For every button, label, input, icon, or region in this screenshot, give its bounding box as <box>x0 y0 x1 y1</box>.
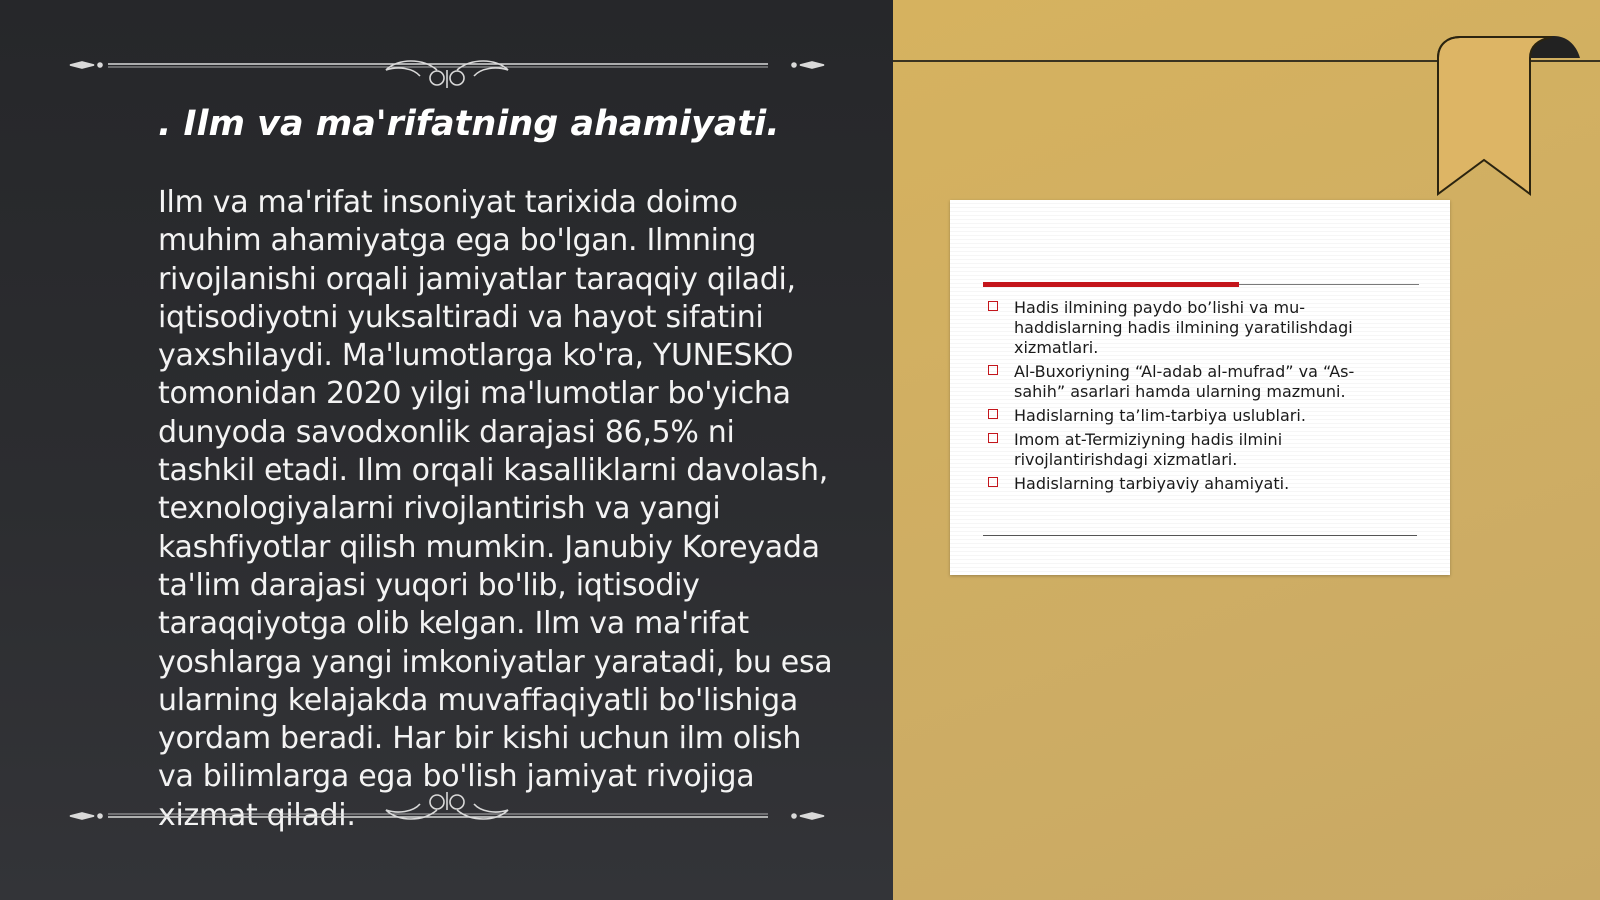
list-item-text: Hadis ilmining paydo bo’lishi va mu-haddislarning hadis ilmining yaratilishdagi xizmatlari. <box>1014 298 1353 357</box>
list-item <box>986 298 1386 358</box>
list-item-text: Hadislarning tarbiyaviy ahamiyati. <box>1014 474 1290 493</box>
list-item <box>986 474 1386 494</box>
list-item-text: Hadislarning ta’lim-tarbiya uslublari. <box>1014 406 1306 425</box>
top-ornament-divider-icon <box>68 48 826 88</box>
card-accent-bar <box>983 282 1239 287</box>
list-item <box>986 406 1386 426</box>
square-bullet-icon <box>988 409 998 419</box>
bottom-ornament-divider-icon <box>68 792 826 832</box>
square-bullet-icon <box>988 477 998 487</box>
square-bullet-icon <box>988 433 998 443</box>
square-bullet-icon <box>988 301 998 311</box>
body-paragraph: Ilm va ma'rifat insoniyat tarixida doimo muhim ahamiyatga ega bo'lgan. Ilmning rivojlanishi orqali jamiyatlar taraqqiy qiladi, iqtisodiyotni yuksaltiradi va hayot sifatini yaxshilaydi. Ma'lumotlarga ko'ra, YUNESKO tomonidan 2020 yilgi ma'lumotlar bo'yicha dunyoda savodxonlik darajasi 86,5% ni tashkil etadi. Ilm orqali kasalliklarni davolash, texnologiyalarni rivojlantirish va yangi kashfiyotlar qilish mumkin. Janubiy Koreyada ta'lim darajasi yuqori bo'lib, iqtisodiy taraqqiyotga olib kelgan. Ilm va ma'rifat yoshlarga yangi imkoniyatlar yaratadi, bu esa ularning kelajakda muvaffaqiyatli bo'lishiga yordam beradi. Har bir kishi uchun ilm olish va bilimlarga ega bo'lish jamiyat rivojiga xizmat qiladi. <box>158 185 833 833</box>
list-item <box>986 430 1386 470</box>
embedded-slide-card <box>950 200 1450 575</box>
square-bullet-icon <box>988 365 998 375</box>
topic-list <box>986 298 1386 498</box>
list-item-text: Imom at-Termiziyning hadis ilmini rivojlantirishdagi xizmatlari. <box>1014 430 1283 469</box>
list-item <box>986 362 1386 402</box>
ribbon-bookmark-icon <box>1430 34 1580 204</box>
list-item-text: Al-Buxoriyning “Al-adab al-mufrad” va “As-sahih” asarlari hamda ularning mazmuni. <box>1014 362 1355 401</box>
card-bottom-rule <box>983 535 1417 536</box>
slide-title: . Ilm va ma'rifatning ahamiyati. <box>158 104 780 144</box>
